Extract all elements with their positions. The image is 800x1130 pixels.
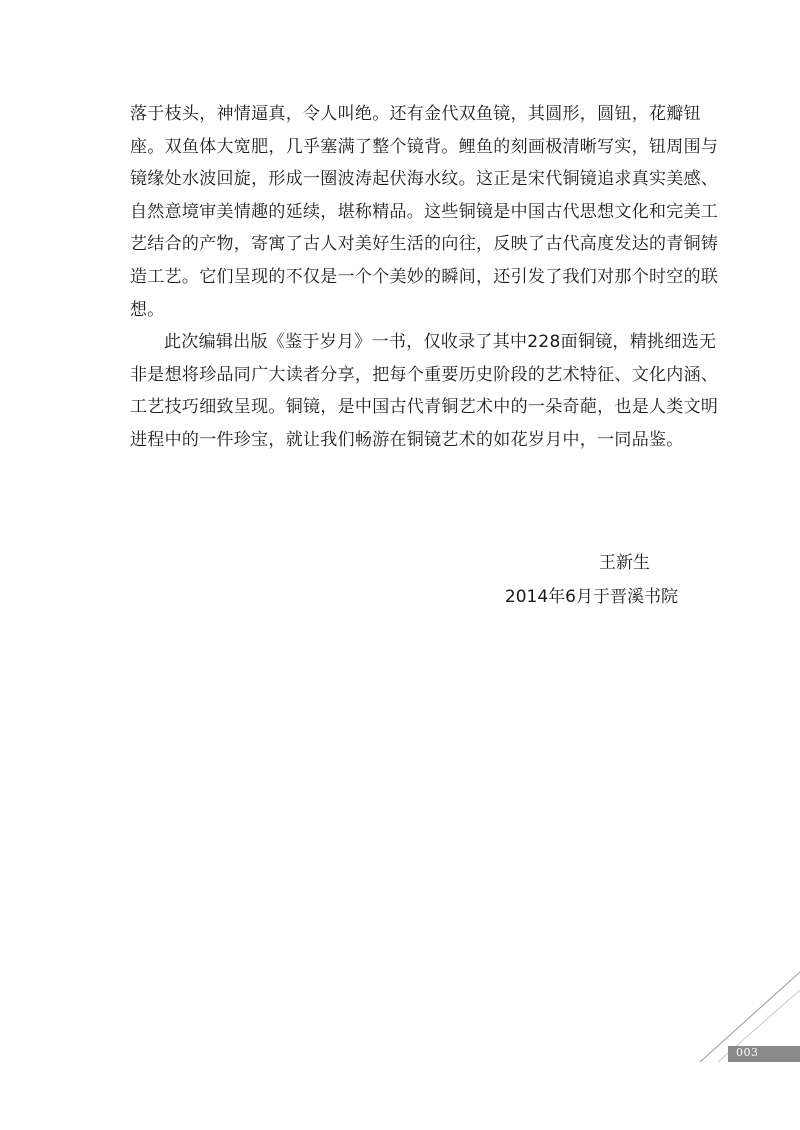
text-line: 工艺技巧细致呈现。铜镜，是中国古代青铜艺术中的一朵奇葩，也是人类文明	[130, 397, 719, 418]
text-line: 落于枝头，神情逼真，令人叫绝。还有金代双鱼镜，其圆形，圆钮，花瓣钮	[130, 104, 701, 124]
date-place: 2014年6月于晋溪书院	[504, 587, 678, 607]
author-name: 王新生	[599, 553, 650, 573]
text-line: 想。	[130, 299, 165, 320]
text-line: 座。双鱼体大宽肥，几乎塞满了整个镜背。鲤鱼的刻画极清晰写实，钮周围与	[130, 136, 719, 157]
page-number: 003	[736, 1046, 759, 1059]
text-line: 镜缘处水波回旋，形成一圈波涛起伏海水纹。这正是宋代铜镜追求真实美感、	[130, 169, 719, 190]
text-line: 此次编辑出版《鉴于岁月》一书，仅收录了其中228面铜镜，精挑细选无	[164, 332, 717, 353]
text-line: 艺结合的产物，寄寓了古人对美好生活的向往，反映了古代高度发达的青铜铸	[130, 234, 719, 255]
text-line: 进程中的一件珍宝，就让我们畅游在铜镜艺术的如花岁月中，一同品鉴。	[130, 429, 684, 450]
text-line: 自然意境审美情趣的延续，堪称精品。这些铜镜是中国古代思想文化和完美工	[130, 201, 719, 222]
text-line: 造工艺。它们呈现的不仅是一个个美妙的瞬间，还引发了我们对那个时空的联	[130, 266, 719, 287]
text-line: 非是想将珍品同广大读者分享，把每个重要历史阶段的艺术特征、文化内涵、	[130, 364, 719, 385]
